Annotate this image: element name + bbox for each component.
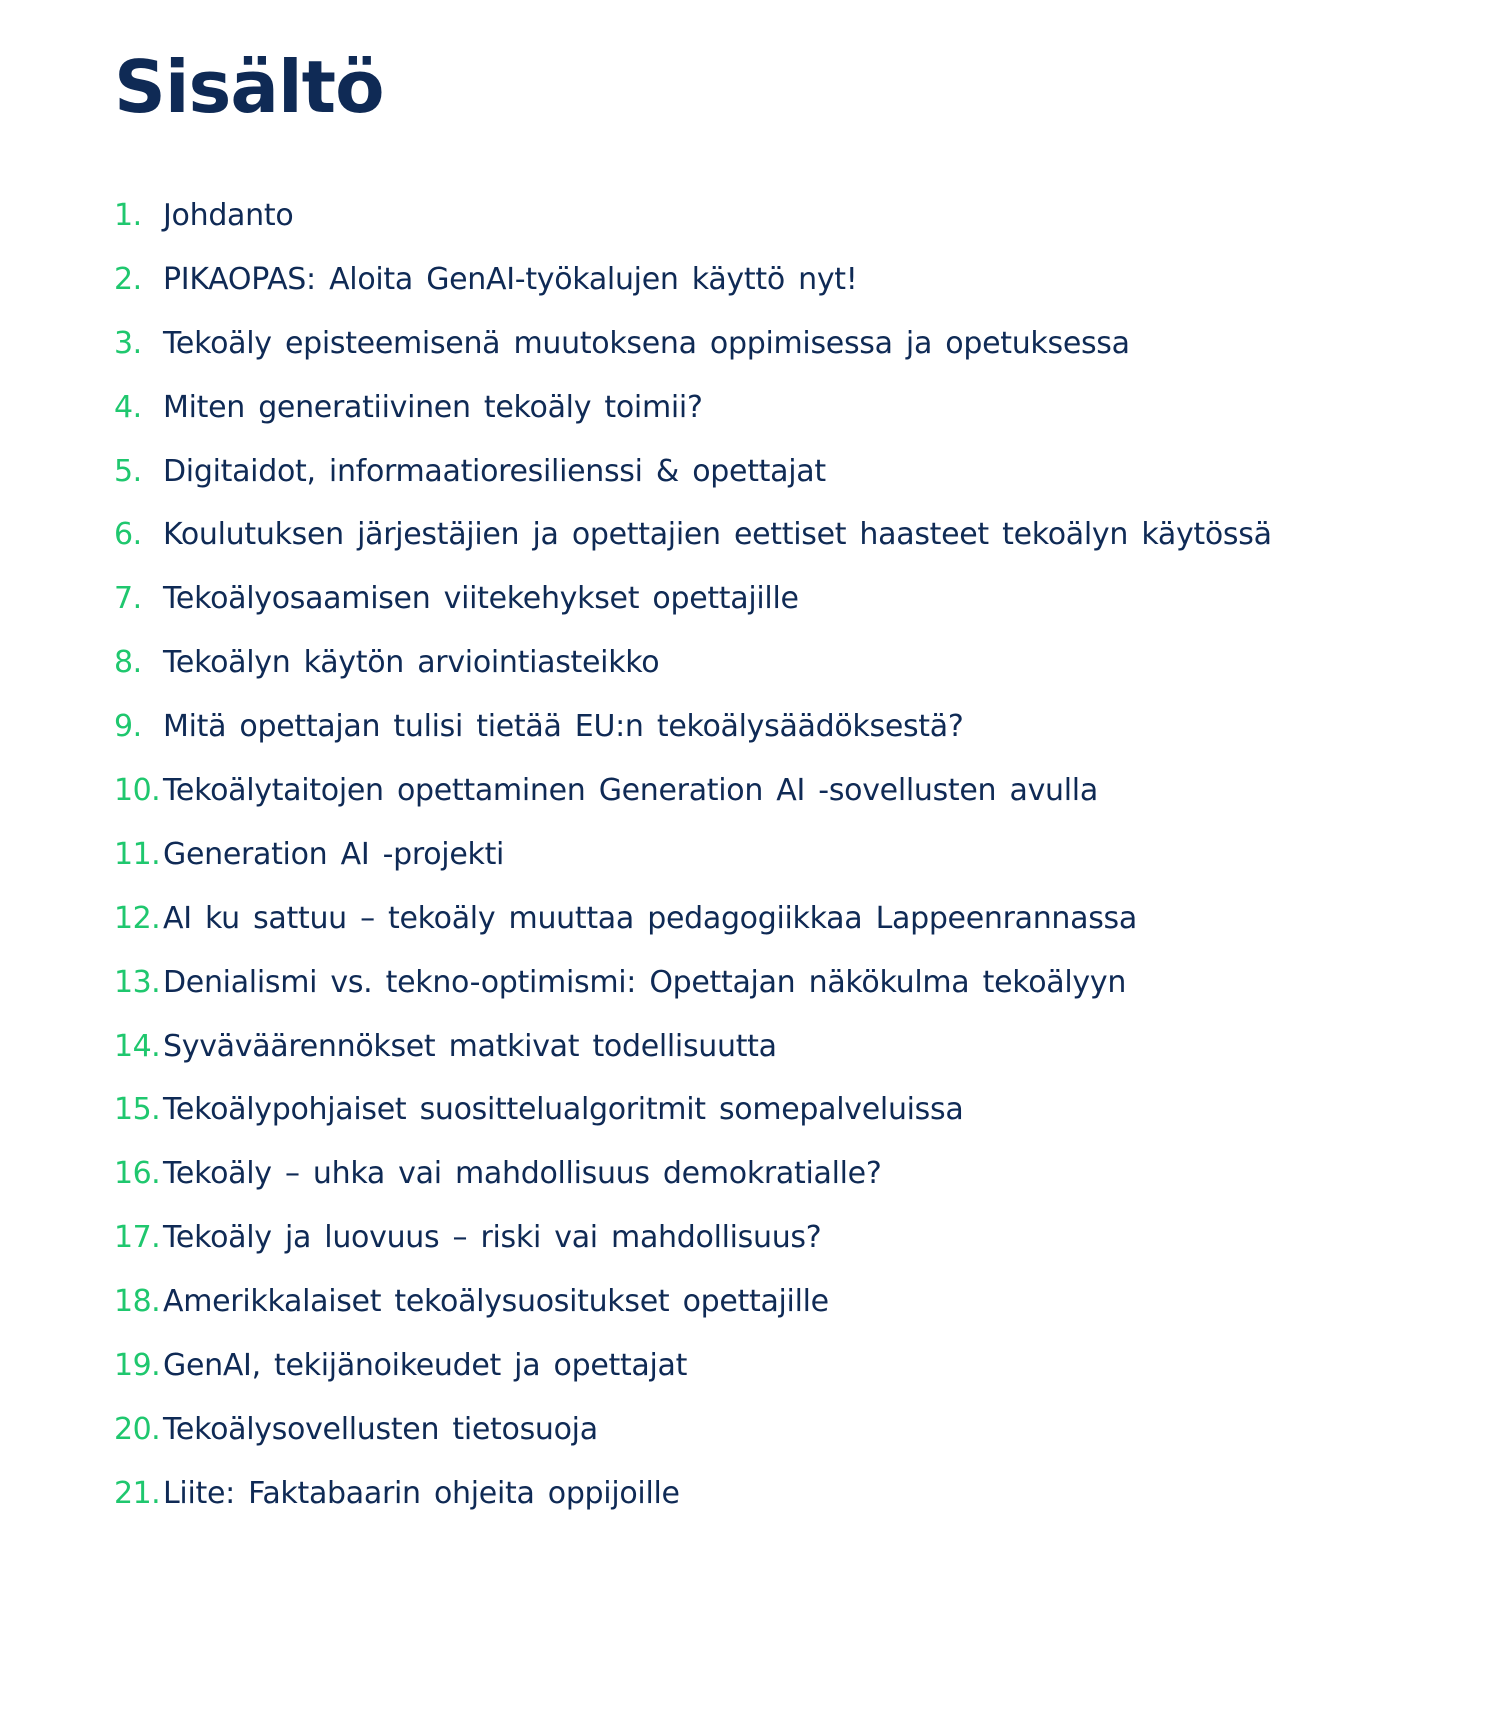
toc-item[interactable] bbox=[114, 953, 1334, 1017]
toc-item-number: 1. bbox=[114, 198, 142, 233]
toc-item[interactable] bbox=[114, 378, 1334, 442]
toc-item-number: 16. bbox=[114, 1156, 161, 1192]
toc-item-label[interactable]: Koulutuksen järjestäjien ja opettajien eettiset haasteet tekoälyn käytössä bbox=[163, 517, 1272, 553]
toc-item-label[interactable]: Denialismi vs. tekno-optimismi: Opettajan näkökulma tekoälyyn bbox=[163, 964, 1127, 1000]
toc-item-label[interactable]: Liite: Faktabaarin ohjeita oppijoille bbox=[163, 1475, 680, 1511]
toc-item-label[interactable]: Syväväärennökset matkivat todellisuutta bbox=[163, 1028, 777, 1064]
table-of-contents bbox=[114, 186, 1334, 1528]
toc-item-number: 3. bbox=[114, 325, 142, 361]
toc-item-label[interactable]: AI ku sattuu – tekoäly muuttaa pedagogiikkaa Lappeenrannassa bbox=[163, 900, 1137, 936]
toc-item-label[interactable]: Tekoälypohjaiset suosittelualgoritmit somepalveluissa bbox=[163, 1092, 964, 1128]
toc-item[interactable] bbox=[114, 1017, 1334, 1081]
toc-item-label[interactable]: GenAI, tekijänoikeudet ja opettajat bbox=[163, 1348, 688, 1384]
toc-item[interactable] bbox=[114, 505, 1334, 569]
toc-item-number: 17. bbox=[114, 1220, 161, 1256]
toc-item-label[interactable]: Tekoäly ja luovuus – riski vai mahdollisuus? bbox=[163, 1220, 822, 1256]
toc-item-number: 19. bbox=[114, 1348, 161, 1384]
toc-item[interactable] bbox=[114, 569, 1334, 633]
toc-item-number: 10. bbox=[114, 773, 161, 809]
toc-item-label[interactable]: Tekoäly episteemisenä muutoksena oppimisessa ja opetuksessa bbox=[163, 325, 1130, 361]
toc-item-number: 14. bbox=[114, 1028, 161, 1064]
toc-item-number: 7. bbox=[114, 581, 142, 617]
toc-item-number: 15. bbox=[114, 1092, 161, 1128]
toc-item-number: 18. bbox=[114, 1284, 161, 1320]
toc-item-label[interactable]: Johdanto bbox=[163, 198, 294, 233]
toc-item-label[interactable]: Miten generatiivinen tekoäly toimii? bbox=[163, 389, 703, 425]
toc-item[interactable] bbox=[114, 697, 1334, 761]
toc-item[interactable] bbox=[114, 250, 1334, 314]
toc-item[interactable] bbox=[114, 825, 1334, 889]
toc-item-label[interactable]: Tekoälysovellusten tietosuoja bbox=[163, 1411, 598, 1447]
toc-item-number: 4. bbox=[114, 389, 142, 425]
toc-item-label[interactable]: Tekoäly – uhka vai mahdollisuus demokratialle? bbox=[163, 1156, 882, 1192]
toc-item-label[interactable]: Tekoälyn käytön arviointiasteikko bbox=[163, 645, 660, 681]
toc-item-label[interactable]: Mitä opettajan tulisi tietää EU:n tekoälysäädöksestä? bbox=[163, 709, 964, 745]
toc-item-number: 21. bbox=[114, 1475, 161, 1511]
toc-item[interactable] bbox=[114, 1400, 1334, 1464]
toc-item[interactable] bbox=[114, 442, 1334, 506]
toc-item[interactable] bbox=[114, 1464, 1334, 1528]
toc-item[interactable] bbox=[114, 1080, 1334, 1144]
page-title: Sisältö bbox=[114, 45, 384, 129]
toc-item-number: 5. bbox=[114, 453, 142, 489]
toc-item[interactable] bbox=[114, 889, 1334, 953]
toc-item[interactable] bbox=[114, 1272, 1334, 1336]
toc-item[interactable] bbox=[114, 1208, 1334, 1272]
toc-item[interactable] bbox=[114, 186, 1334, 250]
toc-item-number: 20. bbox=[114, 1411, 161, 1447]
toc-item-number: 13. bbox=[114, 964, 161, 1000]
toc-item[interactable] bbox=[114, 1336, 1334, 1400]
toc-item-label[interactable]: Tekoälytaitojen opettaminen Generation AI -sovellusten avulla bbox=[163, 773, 1098, 809]
toc-item-number: 9. bbox=[114, 709, 142, 745]
toc-item-number: 6. bbox=[114, 517, 142, 553]
toc-item-number: 12. bbox=[114, 900, 161, 936]
toc-item-label[interactable]: Digitaidot, informaatioresilienssi & opettajat bbox=[163, 453, 826, 489]
toc-item-number: 11. bbox=[114, 836, 161, 872]
toc-item[interactable] bbox=[114, 761, 1334, 825]
toc-item[interactable] bbox=[114, 314, 1334, 378]
toc-item[interactable] bbox=[114, 1144, 1334, 1208]
toc-item-label[interactable]: PIKAOPAS: Aloita GenAI-työkalujen käyttö nyt! bbox=[163, 261, 858, 297]
toc-item[interactable] bbox=[114, 633, 1334, 697]
toc-item-number: 2. bbox=[114, 261, 142, 297]
toc-item-label[interactable]: Tekoälyosaamisen viitekehykset opettajille bbox=[163, 581, 799, 617]
toc-item-number: 8. bbox=[114, 645, 142, 681]
toc-item-label[interactable]: Amerikkalaiset tekoälysuositukset opettajille bbox=[163, 1284, 829, 1320]
toc-item-label[interactable]: Generation AI -projekti bbox=[163, 836, 505, 872]
